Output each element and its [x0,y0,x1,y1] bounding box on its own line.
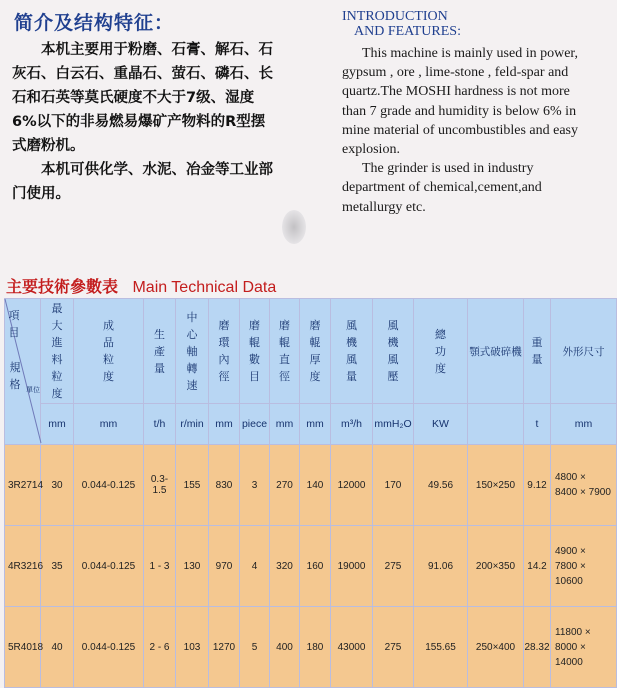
unit-cell: t [524,404,551,445]
table-title-en: Main Technical Data [132,279,277,296]
header-weight: 重量 [524,299,551,404]
corner-item-label: 項目 [8,309,20,339]
corner-unit-label: 單位 [26,386,40,394]
header-output: 生產量 [144,299,176,404]
value-cell: 130 [176,526,209,607]
header-jaw-crusher: 顎式破碎機 [468,299,524,404]
value-cell: 35 [41,526,74,607]
value-cell: 103 [176,607,209,688]
value-cell: 0.3-1.5 [144,445,176,526]
value-cell: 400 [270,607,300,688]
english-intro-title-line2: AND FEATURES: [354,24,461,39]
value-cell: 3 [240,445,270,526]
value-cell: 275 [373,607,414,688]
chinese-intro-paragraph: 本机主要用于粉磨、石膏、解石、石灰石、白云石、重晶石、萤石、磷石、长石和石英等莫氏硬度不大于7级、湿度6%以下的非易燃易爆矿产物料的R型摆式磨粉机。 [12,42,273,154]
table-unit-row [5,404,617,445]
table-title-cn: 主要技術參數表 [6,277,119,296]
header-roller-count: 磨輥數目 [240,299,270,404]
dimension-line2: 8000 × 14000 [555,641,586,668]
value-cell: 275 [373,526,414,607]
value-cell: 1 - 3 [144,526,176,607]
value-cell: 28.32 [524,607,551,688]
header-total-power: 總功度 [414,299,468,404]
value-cell: 170 [373,445,414,526]
unit-cell: mmH₂O [373,404,414,445]
value-cell: 49.56 [414,445,468,526]
chinese-intro-title: 简介及结构特征： [14,12,175,34]
value-cell: 970 [209,526,240,607]
value-cell: 830 [209,445,240,526]
table-row [5,607,617,688]
english-intro-title-line1: INTRODUCTION [342,9,448,24]
header-roller-thickness: 磨輥厚度 [300,299,331,404]
header-dimensions: 外形尺寸 [551,299,617,404]
chinese-intro-paragraph: 本机可供化学、水泥、冶金等工业部门使用。 [12,162,273,202]
unit-cell: mm [41,404,74,445]
english-intro-body [342,44,590,217]
unit-cell: KW [414,404,468,445]
unit-cell: mm [300,404,331,445]
header-fan-pressure: 風機風壓 [373,299,414,404]
value-cell: 4 [240,526,270,607]
dimension-line2: 8400 × 7900 [555,487,611,498]
unit-cell: mm [551,404,617,445]
dimension-line2: 7800 × 10600 [555,560,586,587]
model-cell: 3R2714 [5,445,41,526]
english-intro-title [342,9,461,39]
unit-cell: mm [74,404,144,445]
value-cell: 0.044-0.125 [74,445,144,526]
technical-data-table [4,298,617,688]
value-cell: 14.2 [524,526,551,607]
header-max-feed-size: 最大進料粒度 [41,299,74,404]
model-cell: 4R3216 [5,526,41,607]
unit-cell [468,404,524,445]
dimension-line1: 11800 × [555,626,591,638]
table-title [6,274,276,297]
dimension-cell [551,526,617,607]
value-cell: 140 [300,445,331,526]
value-cell: 40 [41,607,74,688]
header-roller-diameter: 磨輥直徑 [270,299,300,404]
value-cell: 5 [240,607,270,688]
print-blot [282,210,306,244]
value-cell: 270 [270,445,300,526]
value-cell: 155.65 [414,607,468,688]
value-cell: 1270 [209,607,240,688]
header-shaft-speed: 中心軸轉速 [176,299,209,404]
dimension-cell [551,607,617,688]
dimension-line1: 4800 × [555,472,586,483]
value-cell: 91.06 [414,526,468,607]
unit-cell: t/h [144,404,176,445]
header-product-size: 成品粒度 [74,299,144,404]
corner-header-cell [5,299,41,445]
value-cell: 160 [300,526,331,607]
dimension-cell [551,445,617,526]
value-cell: 180 [300,607,331,688]
model-cell: 5R4018 [5,607,41,688]
table-header-row [5,299,617,404]
unit-cell: m³/h [331,404,373,445]
value-cell: 2 - 6 [144,607,176,688]
value-cell: 0.044-0.125 [74,607,144,688]
unit-cell: mm [209,404,240,445]
value-cell: 12000 [331,445,373,526]
value-cell: 0.044-0.125 [74,526,144,607]
english-intro-paragraph: The grinder is used in industry department of chemical,cement,and metallurgy etc. [342,161,542,215]
header-fan-volume: 風機風量 [331,299,373,404]
unit-cell: piece [240,404,270,445]
value-cell: 200×350 [468,526,524,607]
table-row [5,445,617,526]
value-cell: 155 [176,445,209,526]
unit-cell: mm [270,404,300,445]
chinese-intro-body [12,38,274,206]
value-cell: 19000 [331,526,373,607]
unit-cell: r/min [176,404,209,445]
header-ring-diameter: 磨環內徑 [209,299,240,404]
corner-spec-label: 規格 [9,361,21,391]
value-cell: 30 [41,445,74,526]
value-cell: 150×250 [468,445,524,526]
english-intro-paragraph: This machine is mainly used in power, gypsum , ore , lime-stone , feld-spar and quartz.The MOSHI hardness is not more than 7 grade and humidity is below 6% in mine material of uncombustibles and easy explosion. [342,46,579,158]
value-cell: 43000 [331,607,373,688]
value-cell: 9.12 [524,445,551,526]
value-cell: 320 [270,526,300,607]
value-cell: 250×400 [468,607,524,688]
dimension-line1: 4900 × [555,545,586,557]
table-row [5,526,617,607]
